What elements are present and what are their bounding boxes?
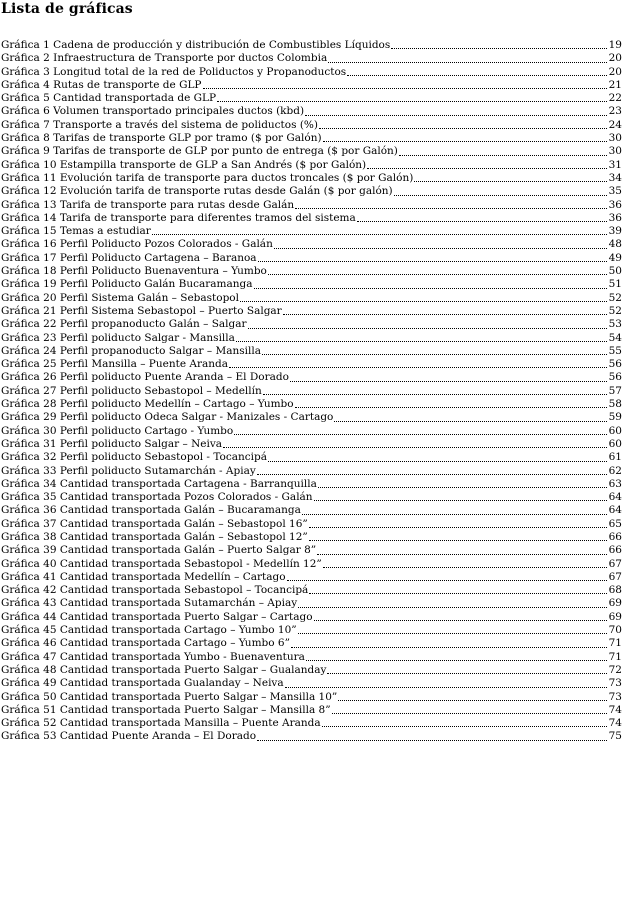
toc-entry[interactable]	[1, 677, 622, 690]
entry-page-number: 66	[608, 530, 622, 543]
entry-page-number: 69	[608, 597, 622, 610]
entry-page-number: 49	[608, 251, 622, 264]
toc-entry[interactable]	[1, 518, 622, 531]
entry-label: Gráfica 26 Perfil poliducto Puente Aranda – El Dorado	[1, 371, 289, 384]
toc-entry[interactable]	[1, 664, 622, 677]
toc-entry[interactable]	[1, 491, 622, 504]
dot-leader	[318, 486, 607, 488]
toc-entry[interactable]	[1, 691, 622, 704]
entry-label: Gráfica 6 Volumen transportado principales ductos (kbd)	[1, 105, 305, 118]
toc-entry[interactable]	[1, 185, 622, 198]
dot-leader	[295, 406, 607, 408]
dot-leader	[223, 446, 607, 448]
entry-page-number: 48	[608, 238, 622, 251]
entry-page-number: 30	[608, 145, 622, 158]
entry-label: Gráfica 21 Perfil Sistema Sebastopol – Puerto Salgar	[1, 304, 282, 317]
entry-label: Gráfica 28 Perfil poliducto Medellín – Cartago – Yumbo	[1, 398, 294, 411]
entry-label: Gráfica 41 Cantidad transportada Medellín – Cartago	[1, 570, 286, 583]
toc-entry[interactable]	[1, 66, 622, 79]
entry-page-number: 20	[608, 52, 622, 65]
entry-page-number: 64	[608, 491, 622, 504]
entry-label: Gráfica 33 Perfil poliducto Sutamarchán - Apiay	[1, 464, 256, 477]
entry-label: Gráfica 16 Perfil Poliducto Pozos Colorados - Galán	[1, 238, 273, 251]
dot-leader	[203, 87, 608, 89]
dot-leader	[217, 100, 607, 102]
toc-entry[interactable]	[1, 611, 622, 624]
entry-label: Gráfica 22 Perfil propanoducto Galán – Salgar	[1, 318, 247, 331]
toc-entry[interactable]	[1, 225, 622, 238]
toc-entry[interactable]	[1, 278, 622, 291]
entry-label: Gráfica 8 Tarifas de transporte GLP por tramo ($ por Galón)	[1, 132, 322, 145]
dot-leader	[262, 353, 607, 355]
figure-list	[1, 39, 622, 744]
toc-entry[interactable]	[1, 238, 622, 251]
entry-page-number: 55	[608, 344, 622, 357]
entry-label: Gráfica 52 Cantidad transportada Mansilla – Puente Aranda	[1, 717, 321, 730]
dot-leader	[334, 420, 607, 422]
entry-label: Gráfica 32 Perfil poliducto Sebastopol - Tocancipá	[1, 451, 267, 464]
entry-page-number: 61	[608, 451, 622, 464]
dot-leader	[305, 114, 607, 116]
entry-page-number: 60	[608, 424, 622, 437]
entry-label: Gráfica 48 Cantidad transportada Puerto Salgar – Gualanday	[1, 663, 327, 676]
toc-entry[interactable]	[1, 651, 622, 664]
entry-page-number: 66	[608, 544, 622, 557]
toc-entry[interactable]	[1, 119, 622, 132]
entry-page-number: 71	[608, 637, 622, 650]
entry-page-number: 74	[608, 703, 622, 716]
toc-entry[interactable]	[1, 318, 622, 331]
toc-entry[interactable]	[1, 159, 622, 172]
entry-page-number: 36	[608, 198, 622, 211]
entry-label: Gráfica 43 Cantidad transportada Sutamarchán – Apiay	[1, 597, 298, 610]
entry-page-number: 50	[608, 265, 622, 278]
entry-page-number: 64	[608, 504, 622, 517]
entry-page-number: 70	[608, 624, 622, 637]
dot-leader	[287, 579, 607, 581]
toc-entry[interactable]	[1, 292, 622, 305]
dot-leader	[254, 287, 607, 289]
entry-label: Gráfica 14 Tarifa de transporte para diferentes tramos del sistema	[1, 211, 356, 224]
entry-page-number: 23	[608, 105, 622, 118]
entry-label: Gráfica 17 Perfil Poliducto Cartagena – Baranoa	[1, 251, 257, 264]
toc-entry[interactable]	[1, 371, 622, 384]
toc-entry[interactable]	[1, 345, 622, 358]
entry-label: Gráfica 51 Cantidad transportada Puerto Salgar – Mansilla 8”	[1, 703, 331, 716]
entry-label: Gráfica 18 Perfil Poliducto Buenaventura – Yumbo	[1, 265, 267, 278]
dot-leader	[347, 74, 607, 76]
entry-label: Gráfica 13 Tarifa de transporte para rutas desde Galán	[1, 198, 295, 211]
entry-label: Gráfica 53 Cantidad Puente Aranda – El Dorado	[1, 730, 257, 743]
toc-entry[interactable]	[1, 425, 622, 438]
toc-entry[interactable]	[1, 571, 622, 584]
entry-label: Gráfica 36 Cantidad transportada Galán – Bucaramanga	[1, 504, 301, 517]
entry-label: Gráfica 49 Cantidad transportada Gualanday – Neiva	[1, 677, 284, 690]
entry-label: Gráfica 5 Cantidad transportada de GLP	[1, 92, 217, 105]
dot-leader	[295, 207, 607, 209]
entry-label: Gráfica 19 Perfil Poliducto Galán Bucaramanga	[1, 278, 253, 291]
dot-leader	[332, 712, 607, 714]
entry-label: Gráfica 9 Tarifas de transporte de GLP por punto de entrega ($ por Galón)	[1, 145, 398, 158]
entry-page-number: 72	[608, 663, 622, 676]
entry-page-number: 69	[608, 610, 622, 623]
entry-page-number: 30	[608, 132, 622, 145]
toc-entry[interactable]	[1, 252, 622, 265]
entry-label: Gráfica 39 Cantidad transportada Galán – Puerto Salgar 8”	[1, 544, 317, 557]
dot-leader	[309, 592, 607, 594]
entry-page-number: 31	[608, 158, 622, 171]
dot-leader	[323, 140, 607, 142]
toc-entry[interactable]	[1, 544, 622, 557]
entry-page-number: 54	[608, 331, 622, 344]
entry-label: Gráfica 45 Cantidad transportada Cartago – Yumbo 10”	[1, 624, 297, 637]
toc-entry[interactable]	[1, 385, 622, 398]
entry-label: Gráfica 40 Cantidad transportada Sebastopol - Medellín 12”	[1, 557, 322, 570]
dot-leader	[298, 606, 607, 608]
entry-label: Gráfica 29 Perfil poliducto Odeca Salgar - Manizales - Cartago	[1, 411, 334, 424]
toc-entry[interactable]	[1, 558, 622, 571]
toc-entry[interactable]	[1, 132, 622, 145]
toc-entry[interactable]	[1, 92, 622, 105]
toc-entry[interactable]	[1, 79, 622, 92]
dot-leader	[309, 526, 607, 528]
toc-entry[interactable]	[1, 265, 622, 278]
entry-page-number: 53	[608, 318, 622, 331]
toc-entry[interactable]	[1, 438, 622, 451]
entry-label: Gráfica 20 Perfil Sistema Galán – Sebastopol	[1, 291, 239, 304]
toc-entry[interactable]	[1, 398, 622, 411]
toc-entry[interactable]	[1, 145, 622, 158]
entry-page-number: 52	[608, 291, 622, 304]
entry-page-number: 36	[608, 211, 622, 224]
entry-label: Gráfica 42 Cantidad transportada Sebastopol – Tocancipá	[1, 584, 309, 597]
entry-label: Gráfica 31 Perfil poliducto Salgar – Neiva	[1, 437, 223, 450]
dot-leader	[309, 539, 607, 541]
toc-entry[interactable]	[1, 411, 622, 424]
dot-leader	[306, 659, 607, 661]
dot-leader	[257, 739, 607, 741]
entry-page-number: 74	[608, 717, 622, 730]
dot-leader	[229, 366, 607, 368]
dot-leader	[323, 566, 607, 568]
toc-entry[interactable]	[1, 584, 622, 597]
toc-entry[interactable]	[1, 451, 622, 464]
dot-leader	[263, 393, 607, 395]
toc-entry[interactable]	[1, 52, 622, 65]
entry-page-number: 67	[608, 570, 622, 583]
entry-label: Gráfica 2 Infraestructura de Transporte por ductos Colombia	[1, 52, 328, 65]
page-title: Lista de gráficas	[1, 1, 133, 17]
dot-leader	[257, 473, 607, 475]
toc-entry[interactable]	[1, 637, 622, 650]
toc-entry[interactable]	[1, 332, 622, 345]
entry-label: Gráfica 35 Cantidad transportada Pozos Colorados - Galán	[1, 491, 313, 504]
dot-leader	[367, 167, 607, 169]
toc-entry[interactable]	[1, 597, 622, 610]
entry-page-number: 68	[608, 584, 622, 597]
toc-entry[interactable]	[1, 39, 622, 52]
dot-leader	[268, 460, 607, 462]
dot-leader	[414, 180, 607, 182]
entry-page-number: 57	[608, 384, 622, 397]
entry-page-number: 59	[608, 411, 622, 424]
entry-page-number: 67	[608, 557, 622, 570]
dot-leader	[399, 154, 607, 156]
entry-page-number: 20	[608, 65, 622, 78]
entry-label: Gráfica 24 Perfil propanoducto Salgar – Mansilla	[1, 344, 261, 357]
entry-page-number: 21	[608, 78, 622, 91]
toc-entry[interactable]	[1, 717, 622, 730]
entry-label: Gráfica 12 Evolución tarifa de transporte rutas desde Galán ($ por galón)	[1, 185, 393, 198]
dot-leader	[258, 260, 607, 262]
dot-leader	[283, 313, 607, 315]
entry-page-number: 19	[608, 39, 622, 51]
entry-page-number: 51	[608, 278, 622, 291]
entry-label: Gráfica 44 Cantidad transportada Puerto Salgar – Cartago	[1, 610, 313, 623]
toc-entry[interactable]	[1, 172, 622, 185]
dot-leader	[240, 300, 607, 302]
dot-leader	[394, 194, 607, 196]
entry-label: Gráfica 15 Temas a estudiar	[1, 225, 151, 238]
entry-page-number: 73	[608, 677, 622, 690]
entry-page-number: 56	[608, 358, 622, 371]
entry-label: Gráfica 11 Evolución tarifa de transporte para ductos troncales ($ por Galón)	[1, 171, 414, 184]
entry-page-number: 52	[608, 304, 622, 317]
dot-leader	[290, 380, 607, 382]
dot-leader	[302, 513, 607, 515]
toc-entry[interactable]	[1, 199, 622, 212]
dot-leader	[291, 646, 607, 648]
entry-label: Gráfica 46 Cantidad transportada Cartago – Yumbo 6”	[1, 637, 290, 650]
entry-page-number: 22	[608, 92, 622, 105]
entry-page-number: 60	[608, 437, 622, 450]
toc-entry[interactable]	[1, 105, 622, 118]
entry-page-number: 35	[608, 185, 622, 198]
entry-page-number: 39	[608, 225, 622, 238]
toc-entry[interactable]	[1, 624, 622, 637]
toc-entry[interactable]	[1, 704, 622, 717]
dot-leader	[248, 327, 607, 329]
entry-page-number: 75	[608, 730, 622, 743]
toc-entry[interactable]	[1, 465, 622, 478]
entry-label: Gráfica 38 Cantidad transportada Galán – Sebastopol 12”	[1, 530, 308, 543]
dot-leader	[314, 499, 607, 501]
entry-page-number: 62	[608, 464, 622, 477]
toc-entry[interactable]	[1, 478, 622, 491]
entry-label: Gráfica 50 Cantidad transportada Puerto Salgar – Mansilla 10”	[1, 690, 338, 703]
entry-label: Gráfica 23 Perfil poliducto Salgar - Mansilla	[1, 331, 235, 344]
toc-entry[interactable]	[1, 358, 622, 371]
entry-label: Gráfica 34 Cantidad transportada Cartagena - Barranquilla	[1, 477, 317, 490]
dot-leader	[314, 619, 607, 621]
entry-label: Gráfica 1 Cadena de producción y distribución de Combustibles Líquidos	[1, 39, 391, 51]
dot-leader	[236, 340, 607, 342]
toc-entry[interactable]	[1, 531, 622, 544]
dot-leader	[391, 47, 607, 49]
entry-label: Gráfica 47 Cantidad transportada Yumbo - Buenaventura	[1, 650, 305, 663]
toc-entry[interactable]	[1, 730, 622, 743]
entry-page-number: 71	[608, 650, 622, 663]
dot-leader	[327, 672, 607, 674]
dot-leader	[152, 233, 607, 235]
entry-page-number: 56	[608, 371, 622, 384]
entry-label: Gráfica 25 Perfil Mansilla – Puente Aranda	[1, 358, 228, 371]
dot-leader	[268, 273, 607, 275]
entry-page-number: 73	[608, 690, 622, 703]
dot-leader	[274, 247, 607, 249]
dot-leader	[357, 220, 607, 222]
toc-entry[interactable]	[1, 504, 622, 517]
entry-page-number: 34	[608, 171, 622, 184]
dot-leader	[322, 725, 607, 727]
dot-leader	[338, 699, 607, 701]
dot-leader	[317, 553, 607, 555]
entry-page-number: 24	[608, 118, 622, 131]
dot-leader	[234, 433, 607, 435]
entry-page-number: 65	[608, 517, 622, 530]
dot-leader	[328, 61, 607, 63]
dot-leader	[298, 632, 607, 634]
entry-label: Gráfica 37 Cantidad transportada Galán – Sebastopol 16”	[1, 517, 308, 530]
toc-entry[interactable]	[1, 305, 622, 318]
dot-leader	[319, 127, 607, 129]
entry-label: Gráfica 27 Perfil poliducto Sebastopol – Medellín	[1, 384, 262, 397]
dot-leader	[285, 686, 607, 688]
entry-label: Gráfica 4 Rutas de transporte de GLP	[1, 78, 202, 91]
entry-label: Gráfica 10 Estampilla transporte de GLP a San Andrés ($ por Galón)	[1, 158, 367, 171]
entry-page-number: 58	[608, 398, 622, 411]
entry-page-number: 63	[608, 477, 622, 490]
entry-label: Gráfica 7 Transporte a través del sistema de poliductos (%)	[1, 118, 318, 131]
toc-entry[interactable]	[1, 212, 622, 225]
entry-label: Gráfica 30 Perfil poliducto Cartago - Yumbo	[1, 424, 234, 437]
entry-label: Gráfica 3 Longitud total de la red de Poliductos y Propanoductos	[1, 65, 347, 78]
